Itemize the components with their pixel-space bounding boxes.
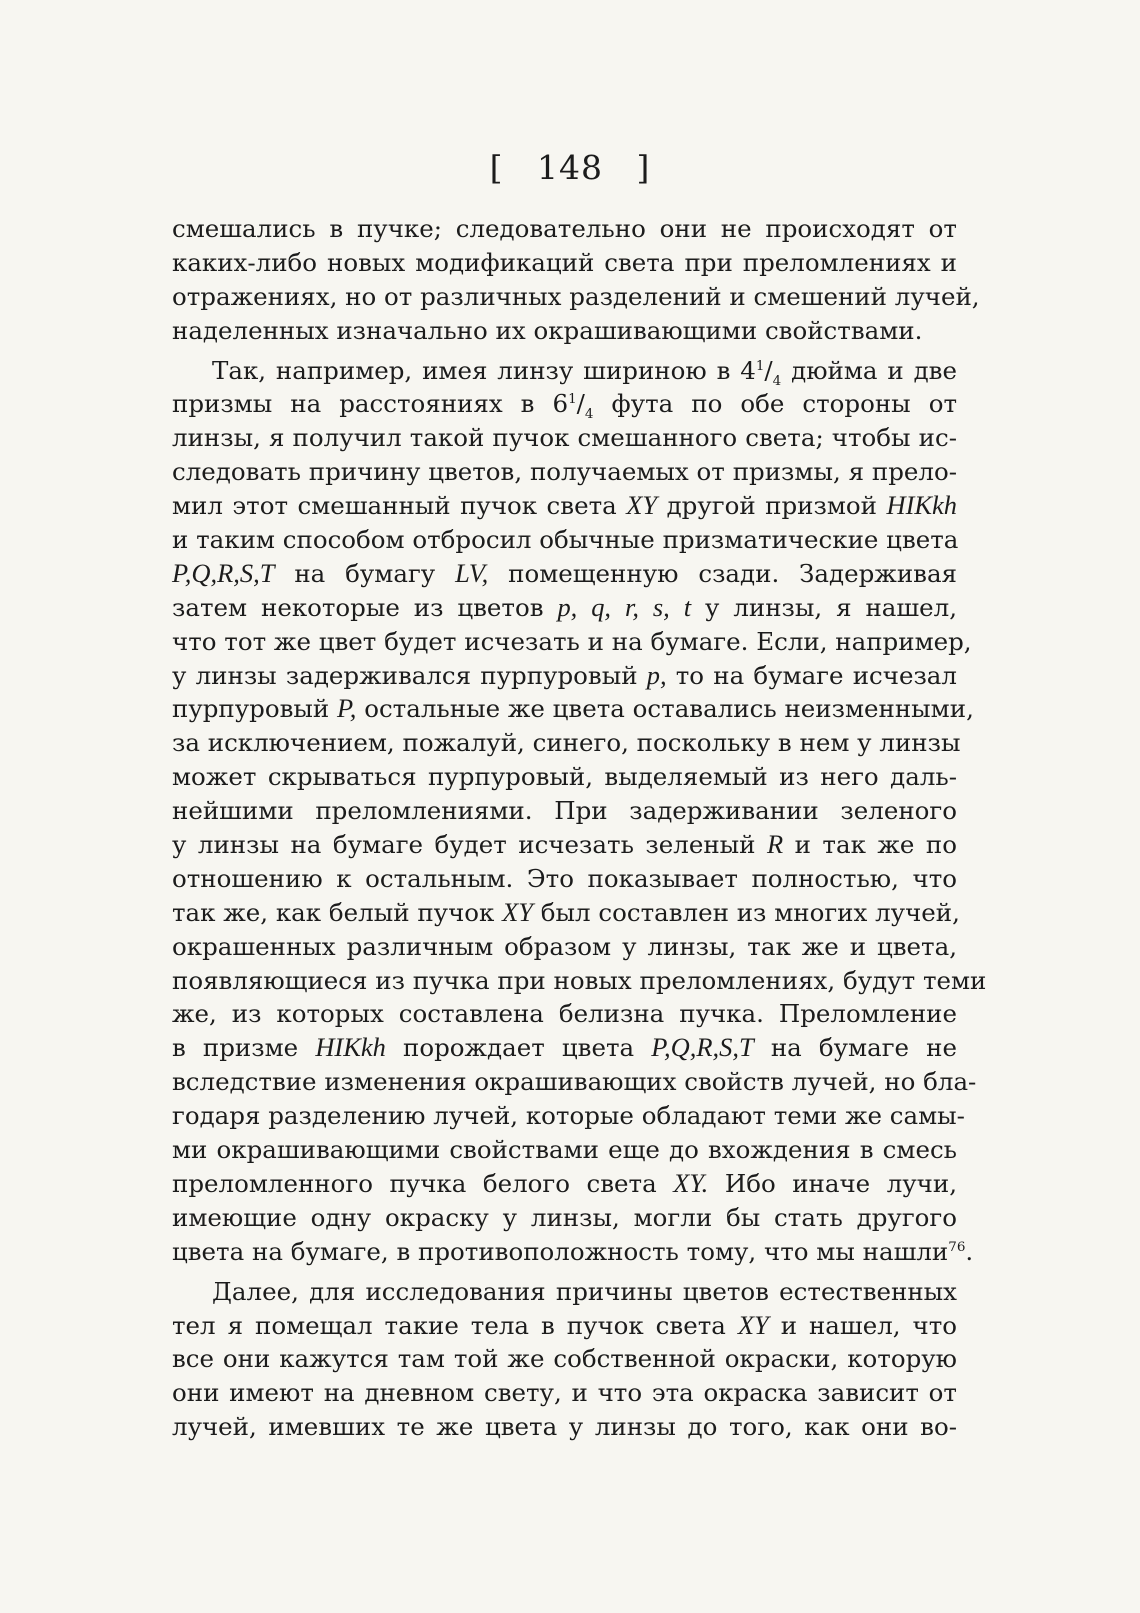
text-line: призмы на расстояниях в $6^1/_4$ фута по обе стороны от [172,389,958,423]
text-line: каких-либо новых модификаций света при преломлениях и [172,247,957,277]
text-line: за исключением, пожалуй, синего, поскольку в нем у линзы [172,728,961,758]
paragraph-1 [172,212,980,348]
math-symbol: HIKkh [886,490,958,521]
text-line: нейшими преломлениями. При задерживании зеленого [172,796,957,826]
text-line: следовать причину цветов, получаемых от призмы, я прело- [172,457,957,487]
fraction-denominator: 4 [584,406,594,423]
page-body [172,212,987,1444]
text-line: мил этот смешанный пучок света XY другой призмой HIKkh [172,490,958,521]
text-line: в призме HIKkh порождает цвета P,Q,R,S,T на бумаге не [172,1032,958,1063]
text-line: Так, например, имея линзу шириною в $4^1/_4$ дюйма и две [212,355,957,389]
text-line: тел я помещал такие тела в пучок света XY и нашел, что [172,1309,957,1340]
text-line: имеющие одну окраску у линзы, могли бы стать другого [172,1202,957,1232]
text-line: цвета на бумаге, в противоположность тому, что мы нашли$^{76}$. [172,1236,974,1266]
footnote-ref: 76 [948,1238,966,1255]
text-line: наделенных изначально их окрашивающими свойствами. [172,315,923,345]
paragraph-2 [172,354,987,1269]
fraction-numerator: 1 [568,391,577,408]
text-line: преломленного пучка белого света XY. Ибо иначе лучи, [172,1167,957,1198]
text-line: все они кажутся там той же собственной окраски, которую [172,1344,957,1374]
text-line: линзы, я получил такой пучок смешанного света; чтобы ис- [172,423,957,453]
math-symbol: LV, [455,557,489,588]
text-line: отражениях, но от различных разделений и смешений лучей, [172,281,980,311]
text-line: смешались в пучке; следовательно они не происходят от [172,214,957,243]
text-line: появляющиеся из пучка при новых преломлениях, будут теми [172,965,987,995]
text-line: может скрываться пурпуровый, выделяемый из него даль- [172,762,957,792]
bracket-open: [ [489,148,504,187]
text-line: затем некоторые из цветов p, q, r, s, t у линзы, я нашел, [172,591,958,622]
text-line: Далее, для исследования причины цветов естественных [212,1276,957,1306]
text-line: отношению к остальным. Это показывает полностью, что [172,863,957,893]
math-symbol: XY [626,490,658,521]
text-line: годаря разделению лучей, которые обладают теми же самы- [172,1101,965,1131]
text-line: окрашенных различным образом у линзы, так же и цвета, [172,931,957,961]
fraction-denominator: 4 [772,372,782,389]
text-line: они имеют на дневном свету, и что эта окраска зависит от [172,1378,957,1408]
text-line: так же, как белый пучок XY был составлен из многих лучей, [172,896,960,927]
text-line: же, из которых составлена белизна пучка. Преломление [172,999,957,1029]
text-line: ми окрашивающими свойствами еще до вхождения в смесь [172,1135,957,1165]
text-line: что тот же цвет будет исчезать и на бумаге. Если, например, [172,626,972,656]
page-header [0,148,1140,187]
text-line: вследствие изменения окрашивающих свойств лучей, но бла- [172,1067,977,1097]
text-line: у линзы на бумаге будет исчезать зеленый R и так же по [172,829,957,860]
text-line: P,Q,R,S,T на бумагу LV, помещенную сзади. Задерживая [172,557,958,588]
fraction-numerator: 1 [755,357,765,374]
text-line: лучей, имевших те же цвета у линзы до того, как они во- [172,1412,957,1442]
text-line: у линзы задерживался пурпуровый p, то на бумаге исчезал [172,659,957,690]
math-symbol: P,Q,R,S,T [172,557,275,588]
bracket-close: ] [636,148,651,187]
paragraph-3 [172,1275,957,1444]
text-line: пурпуровый P, остальные же цвета оставались неизменными, [172,693,974,724]
page-number: 148 [537,148,603,187]
text-line: и таким способом отбросил обычные призматические цвета [172,525,959,555]
